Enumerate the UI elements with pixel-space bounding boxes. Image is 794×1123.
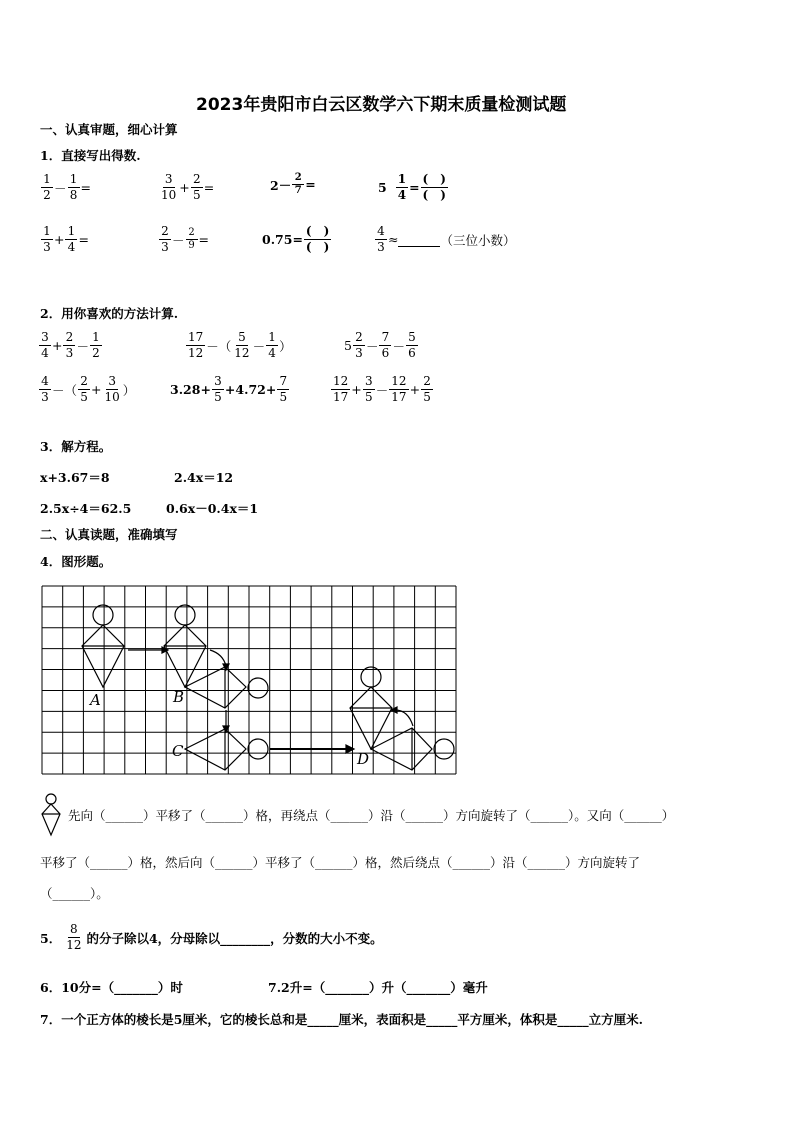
grid-label-a: A [90,691,101,709]
figure-d-rotated-circle [434,739,454,759]
grid-figure [40,584,458,776]
figure-d-rotated-kite [371,728,432,770]
q2-item-1: $\frac{3}{4}$ + $\frac{2}{3}$ － $\frac{1}{2}$ [38,330,103,361]
figure-b-rotated-circle [248,678,268,698]
question-3-label: 3．解方程。 [40,439,112,454]
question-4-label: 4．图形题。 [40,554,112,569]
grid-label-d: D [357,750,370,768]
rotation-arrow-d [395,710,413,726]
q1-item-3: 2－ $\frac{2}{7}$ = [270,172,316,196]
question-6a: 6．10分=（_______）时 [40,980,183,995]
figure-b-rotated-kite [185,667,246,708]
q1-item-1: $\frac{1}{2}$ － $\frac{1}{8}$ = [40,172,91,203]
q2-item-6: $\frac{12}{17}$ + $\frac{3}{5}$ － $\frac{12}{17}$ + $\frac{2}{5}$ [330,374,434,405]
kite-shape-icon [40,792,62,838]
equation-4: 0.6x－0.4x＝1 [166,501,259,516]
question-2-label: 2．用你喜欢的方法计算. [40,306,179,321]
figure-c-circle [248,739,268,759]
page-title: 2023年贵阳市白云区数学六下期末质量检测试题 [196,95,567,115]
q1-item-8: $\frac{4}{3}$ ≈ （三位小数） [374,224,516,255]
figure-b-kite [164,625,206,687]
figure-b-circle [175,605,195,625]
grid-label-b: B [173,688,185,706]
question-4-line-3: （______）。 [40,886,109,901]
grid-label-c: C [172,742,184,760]
q1-item-7: 0.75= $\frac{( )}{( )}$ [262,224,330,254]
equation-1: x+3.67＝8 [40,470,110,485]
section-2-heading: 二、认真读题，准确填写 [40,527,178,542]
question-4-line-2: 平移了（______）格，然后向（______）平移了（______）格，然后绕点（______）沿（______）方向旋转了 [40,855,641,870]
figure-d-kite [350,687,392,749]
q2-item-4: $\frac{4}{3}$ －（ $\frac{2}{5}$ + $\frac{3}{10}$ ） [38,374,135,405]
figure-a-kite [82,625,124,687]
question-1-label: 1．直接写出得数. [40,148,141,163]
q2-item-2: $\frac{17}{12}$ －（ $\frac{5}{12}$ － $\frac{1}{4}$ ） [188,330,292,360]
q1-item-6: $\frac{2}{3}$ － $\frac{2}{9}$ = [158,224,209,255]
figure-c-kite [185,729,246,770]
figure-a-circle [93,605,113,625]
equation-3: 2.5x÷4＝62.5 [40,501,132,516]
q1-item-4: 5 $\frac{1}{4}$ = $\frac{( )}{( )}$ [378,172,446,202]
question-7: 7．一个正方体的棱长是5厘米，它的棱长总和是_____厘米，表面积是_____平方厘米，体积是_____立方厘米. [40,1012,643,1027]
section-1-heading: 一、认真审题，细心计算 [40,122,178,137]
question-5: 5． $\frac{8}{12}$ 的分子除以4，分母除以________，分数的大小不变。 [40,922,383,952]
equation-2: 2.4x＝12 [174,470,234,485]
q1-item-5: $\frac{1}{3}$ + $\frac{1}{4}$ = [40,224,89,255]
question-4-line-1: 先向（______）平移了（______）格，再绕点（______）沿（______）方向旋转了（______）。又向（______） [68,808,675,823]
q2-item-3: 5 $\frac{2}{3}$ － $\frac{7}{6}$ － $\frac{5}{6}$ [344,330,419,361]
q1-item-2: $\frac{3}{10}$ + $\frac{2}{5}$ = [161,172,215,202]
question-6b: 7.2升=（_______）升（_______）毫升 [268,980,488,995]
q2-item-5: 3.28+ $\frac{3}{5}$ +4.72+ $\frac{7}{5}$ [170,374,290,405]
